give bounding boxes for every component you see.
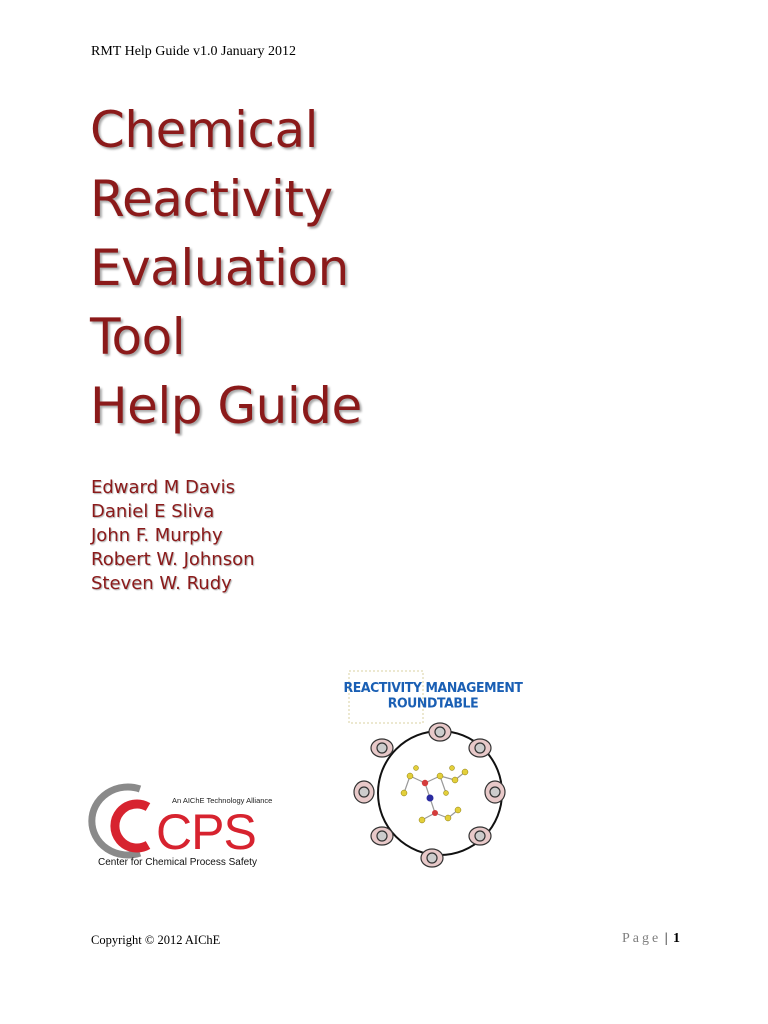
copyright-notice: Copyright © 2012 AIChE — [91, 933, 221, 947]
title-line-3: Evaluation — [90, 239, 349, 297]
title-line-4: Tool — [90, 308, 186, 366]
author-name: Edward M Davis — [91, 477, 235, 498]
document-title — [90, 96, 362, 441]
ccps-caption: Center for Chemical Process Safety — [98, 857, 257, 868]
running-header: RMT Help Guide v1.0 January 2012 — [91, 44, 297, 59]
author-name: Robert W. Johnson — [91, 549, 255, 570]
author-name: Daniel E Sliva — [91, 501, 215, 522]
rmr-title-line-2: ROUNDTABLE — [387, 695, 479, 711]
rmr-title — [343, 679, 523, 711]
author-name: John F. Murphy — [91, 525, 223, 546]
rmr-logo — [340, 668, 525, 873]
title-line-1: Chemical — [90, 101, 318, 159]
page-number-block — [622, 931, 680, 947]
ccps-alliance-text: An AIChE Technology Alliance — [172, 796, 273, 805]
title-line-2: Reactivity — [90, 170, 333, 228]
author-list — [91, 476, 255, 596]
page-separator: | — [664, 931, 668, 946]
page-label: Page — [621, 931, 662, 946]
ccps-logo — [88, 783, 288, 875]
ccps-wordmark-text: CPS — [156, 804, 256, 860]
rmr-title-line-1: REACTIVITY MANAGEMENT — [343, 679, 523, 695]
title-line-5: Help Guide — [90, 377, 362, 435]
author-name: Steven W. Rudy — [91, 573, 232, 594]
page-number: 1 — [673, 931, 680, 946]
